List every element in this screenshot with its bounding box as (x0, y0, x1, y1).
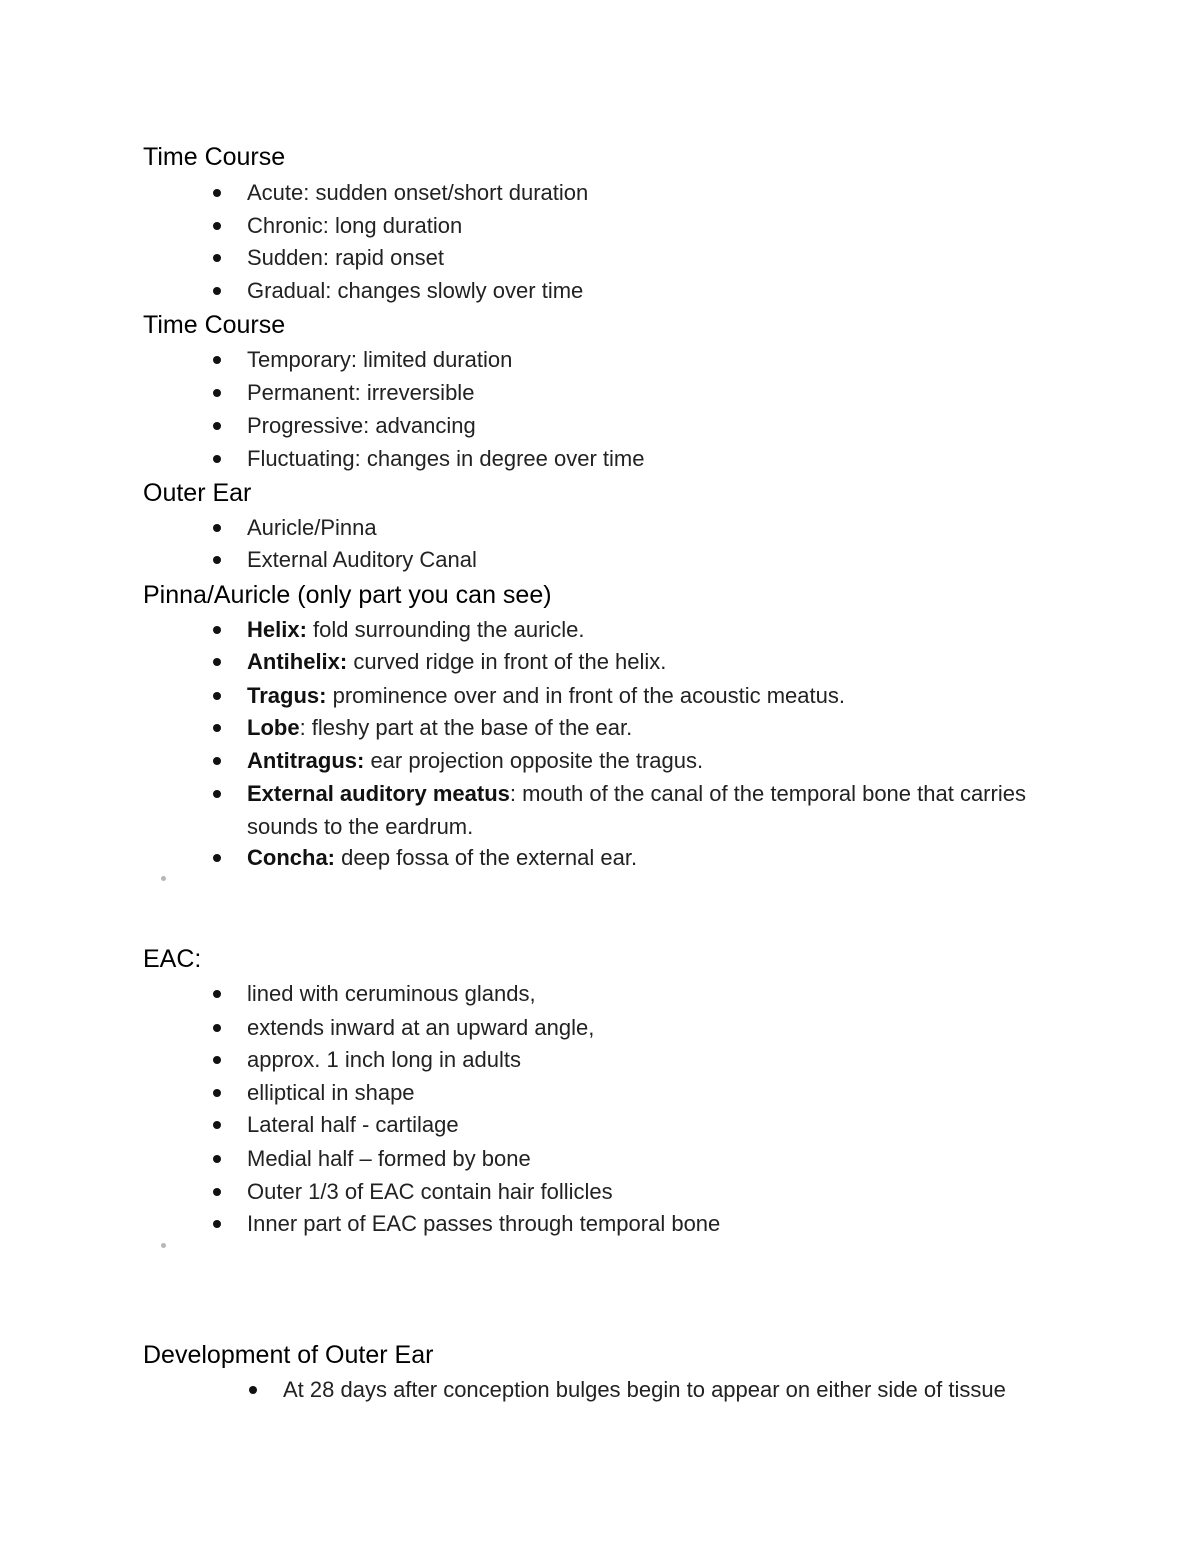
term-definition: ear projection opposite the tragus. (364, 748, 704, 773)
bullet-icon (213, 1056, 221, 1064)
list-item-text: approx. 1 inch long in adults (247, 1047, 521, 1072)
empty-bullet-dot (161, 876, 166, 881)
list-item (247, 1044, 1037, 1077)
list-item-text: Acute: sudden onset/short duration (247, 180, 589, 205)
bullet-icon (213, 1089, 221, 1097)
term-label: Lobe (247, 715, 300, 740)
bullet-icon (213, 626, 221, 634)
empty-bullet-dot (161, 1243, 166, 1248)
list-item (247, 544, 1037, 577)
list-item-text: Sudden: rapid onset (247, 245, 444, 270)
bullet-icon (213, 990, 221, 998)
list-item (247, 646, 1037, 679)
bullet-icon (213, 1188, 221, 1196)
heading-time-course: Time Course (143, 143, 286, 171)
list-item-text: Permanent: irreversible (247, 380, 475, 405)
bullet-icon (213, 1024, 221, 1032)
heading-pinna-auricle: Pinna/Auricle (only part you can see) (143, 581, 552, 609)
term-definition: deep fossa of the external ear. (335, 845, 638, 870)
list-item-text: Outer 1/3 of EAC contain hair follicles (247, 1179, 613, 1204)
list-item (247, 680, 1037, 713)
bullet-icon (213, 356, 221, 364)
bullet-icon (213, 854, 221, 862)
bullet-icon (213, 724, 221, 732)
heading-eac: EAC: (143, 945, 202, 973)
list-item-text: Chronic: long duration (247, 213, 463, 238)
list-item (247, 712, 1037, 745)
list-item (247, 377, 1037, 410)
bullet-icon (213, 189, 221, 197)
list-item-text: External Auditory Canal (247, 547, 477, 572)
list-item (247, 242, 1037, 275)
list-item (247, 177, 1037, 210)
list-item-text: Lateral half - cartilage (247, 1112, 459, 1137)
term-label: Antitragus: (247, 748, 365, 773)
term-label: Helix: (247, 617, 307, 642)
list-item (247, 1176, 1037, 1209)
list-item-text: Progressive: advancing (247, 413, 476, 438)
list-item-text: elliptical in shape (247, 1080, 415, 1105)
list-item (247, 1109, 1037, 1142)
bullet-icon (213, 1155, 221, 1163)
list-item (247, 1208, 1037, 1241)
term-label: Tragus: (247, 683, 327, 708)
term-label: Concha: (247, 845, 335, 870)
list-item (283, 1374, 1083, 1407)
list-item-text: Inner part of EAC passes through temporal bone (247, 1211, 721, 1236)
bullet-icon (213, 1121, 221, 1129)
list-item (247, 745, 1037, 778)
bullet-icon (213, 556, 221, 564)
list-item-text: Temporary: limited duration (247, 347, 513, 372)
list-item (247, 842, 1037, 875)
list-item (247, 275, 1037, 308)
heading-outer-ear: Outer Ear (143, 479, 252, 507)
term-label: Antihelix: (247, 649, 348, 674)
term-definition: : fleshy part at the base of the ear. (299, 715, 633, 740)
bullet-icon (213, 692, 221, 700)
bullet-icon (213, 757, 221, 765)
bullet-icon (213, 455, 221, 463)
list-item-text: At 28 days after conception bulges begin to appear on either side of tissue (283, 1377, 1006, 1402)
heading-development-outer-ear: Development of Outer Ear (143, 1341, 434, 1369)
bullet-icon (213, 422, 221, 430)
list-item-text: Gradual: changes slowly over time (247, 278, 584, 303)
list-item (247, 344, 1037, 377)
bullet-icon (213, 524, 221, 532)
list-item (247, 778, 1027, 843)
term-label: External auditory meatus (247, 781, 510, 806)
bullet-icon (213, 222, 221, 230)
list-item-text: Medial half – formed by bone (247, 1146, 531, 1171)
list-item (247, 210, 1037, 243)
term-definition: fold surrounding the auricle. (306, 617, 585, 642)
list-item-text: extends inward at an upward angle, (247, 1015, 595, 1040)
list-item-text: Fluctuating: changes in degree over time (247, 446, 645, 471)
list-item (247, 512, 1037, 545)
list-item-text: lined with ceruminous glands, (247, 981, 536, 1006)
bullet-icon (213, 658, 221, 666)
term-definition: prominence over and in front of the acoustic meatus. (326, 683, 845, 708)
list-item (247, 443, 1037, 476)
list-item (247, 614, 1037, 647)
list-item (247, 1143, 1037, 1176)
list-item (247, 1012, 1037, 1045)
term-definition: : mouth of the canal of the temporal bone that carries sounds to the eardrum. (247, 781, 1026, 839)
heading-time-course-2: Time Course (143, 311, 286, 339)
bullet-icon (213, 287, 221, 295)
bullet-icon (249, 1386, 257, 1394)
bullet-icon (213, 254, 221, 262)
bullet-icon (213, 389, 221, 397)
list-item (247, 978, 1037, 1011)
bullet-icon (213, 790, 221, 798)
term-definition: curved ridge in front of the helix. (347, 649, 667, 674)
list-item (247, 410, 1037, 443)
list-item (247, 1077, 1037, 1110)
bullet-icon (213, 1220, 221, 1228)
list-item-text: Auricle/Pinna (247, 515, 377, 540)
